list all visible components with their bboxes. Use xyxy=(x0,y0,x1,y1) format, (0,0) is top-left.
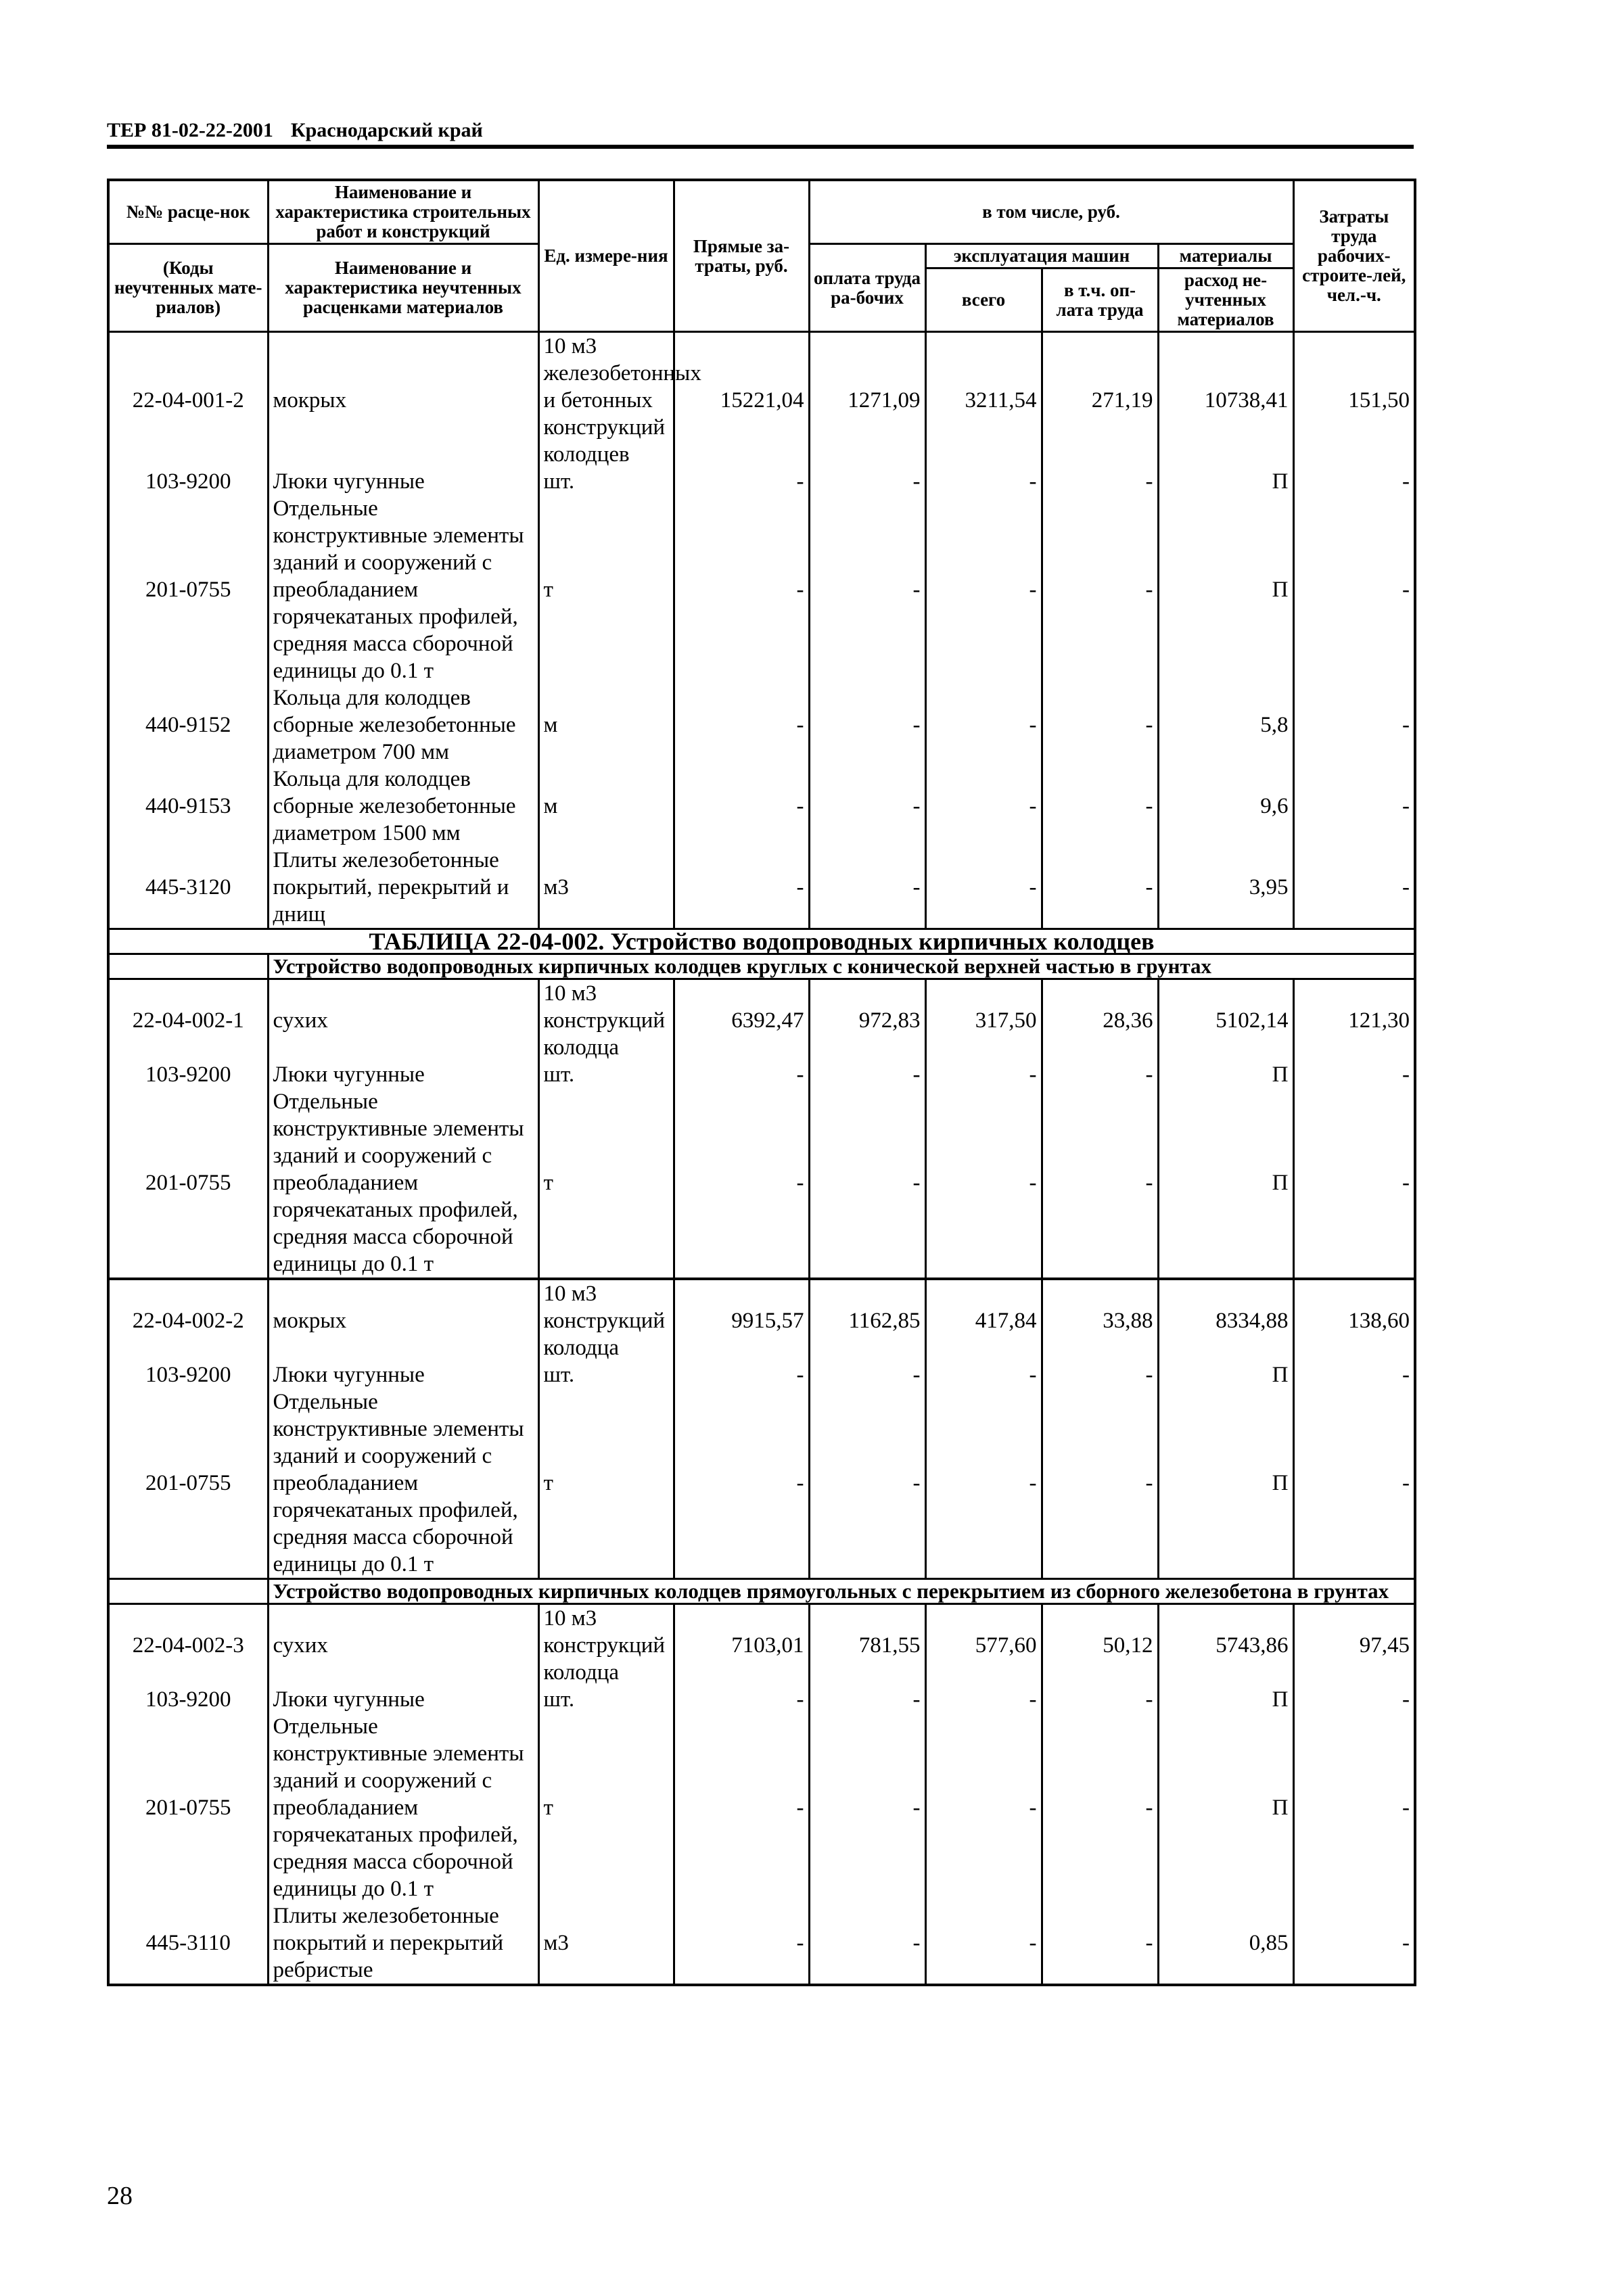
table-2-heading: ТАБЛИЦА 22-04-002. Устройство водопроводных кирпичных колодцев xyxy=(108,929,1415,954)
col-materials-header: расход не-учтенных материалов xyxy=(1158,268,1293,332)
rate-code: 445-3110 xyxy=(108,1902,268,1985)
unit-of-measure: 10 м3 конструкций колодца xyxy=(538,979,674,1062)
item-name: Люки чугунные xyxy=(268,1686,538,1713)
direct-cost: 6392,47 xyxy=(674,979,809,1062)
labor-hours: - xyxy=(1293,1061,1415,1088)
direct-cost: - xyxy=(674,1902,809,1985)
machine-labor-cost: 50,12 xyxy=(1042,1604,1158,1687)
rate-code: 201-0755 xyxy=(108,1388,268,1579)
rate-code: 103-9200 xyxy=(108,1061,268,1088)
materials-cost: 5,8 xyxy=(1158,684,1293,766)
col-name-header: Наименование и характеристика строительных работ и конструкций xyxy=(268,180,538,244)
table-row xyxy=(108,1388,1415,1579)
labor-cost: - xyxy=(809,1388,925,1579)
region-name: Краснодарский край xyxy=(290,119,483,141)
page-header xyxy=(107,119,501,142)
unit-of-measure: т xyxy=(538,1713,674,1902)
machine-labor-cost: - xyxy=(1042,847,1158,929)
col-direct-header: Прямые за-траты, руб. xyxy=(674,180,809,332)
item-name: Отдельные конструктивные элементы зданий и сооружений с преобладанием горячекатаных профилей, средняя масса сборочной единицы до 0.1 т xyxy=(268,1388,538,1579)
direct-cost: - xyxy=(674,495,809,684)
item-name: Плиты железобетонные покрытий, перекрытий и днищ xyxy=(268,847,538,929)
machine-labor-cost: - xyxy=(1042,1361,1158,1388)
machine-cost: 317,50 xyxy=(925,979,1042,1062)
direct-cost: 9915,57 xyxy=(674,1279,809,1361)
machine-cost: - xyxy=(925,766,1042,847)
machine-labor-cost: 28,36 xyxy=(1042,979,1158,1062)
rate-code: 103-9200 xyxy=(108,1686,268,1713)
unit-of-measure: шт. xyxy=(538,1061,674,1088)
unit-of-measure: шт. xyxy=(538,468,674,495)
header-rule xyxy=(107,145,1414,149)
unit-of-measure: шт. xyxy=(538,1686,674,1713)
item-name: Плиты железобетонные покрытий и перекрытий ребристые xyxy=(268,1902,538,1985)
item-name: Кольца для колодцев сборные железобетонные диаметром 1500 мм xyxy=(268,766,538,847)
unit-of-measure: м xyxy=(538,766,674,847)
direct-cost: - xyxy=(674,847,809,929)
machine-labor-cost: - xyxy=(1042,1902,1158,1985)
subsection-2 xyxy=(108,1579,1415,1604)
unit-of-measure: 10 м3 железобетонных и бетонных конструкций колодцев xyxy=(538,332,674,469)
labor-hours: 97,45 xyxy=(1293,1604,1415,1687)
labor-cost: 972,83 xyxy=(809,979,925,1062)
machine-cost: - xyxy=(925,684,1042,766)
unit-of-measure: т xyxy=(538,1388,674,1579)
materials-cost: 9,6 xyxy=(1158,766,1293,847)
rate-code: 201-0755 xyxy=(108,1088,268,1279)
labor-hours: - xyxy=(1293,1713,1415,1902)
materials-cost: 0,85 xyxy=(1158,1902,1293,1985)
subsection-2-heading: Устройство водопроводных кирпичных колодцев прямоугольных с перекрытием из сборного железобетона в грунтах xyxy=(268,1579,1415,1604)
item-name: Отдельные конструктивные элементы зданий и сооружений с преобладанием горячекатаных профилей, средняя масса сборочной единицы до 0.1 т xyxy=(268,1088,538,1279)
labor-cost: - xyxy=(809,1061,925,1088)
col-mach-total-header: всего xyxy=(925,268,1042,332)
labor-cost: - xyxy=(809,847,925,929)
rate-code: 22-04-002-1 xyxy=(108,979,268,1062)
machine-labor-cost: - xyxy=(1042,495,1158,684)
labor-hours: - xyxy=(1293,495,1415,684)
machine-labor-cost: - xyxy=(1042,766,1158,847)
machine-labor-cost: - xyxy=(1042,468,1158,495)
unit-of-measure: т xyxy=(538,495,674,684)
table-header xyxy=(108,180,1415,332)
labor-cost: - xyxy=(809,1088,925,1279)
materials-cost: 10738,41 xyxy=(1158,332,1293,469)
table-row xyxy=(108,766,1415,847)
labor-cost: 781,55 xyxy=(809,1604,925,1687)
item-name: Люки чугунные xyxy=(268,1361,538,1388)
table-row xyxy=(108,684,1415,766)
labor-cost: - xyxy=(809,1686,925,1713)
item-name: мокрых xyxy=(268,1279,538,1361)
item-name: Отдельные конструктивные элементы зданий и сооружений с преобладанием горячекатаных профилей, средняя масса сборочной единицы до 0.1 т xyxy=(268,1713,538,1902)
item-name: Отдельные конструктивные элементы зданий и сооружений с преобладанием горячекатаных профилей, средняя масса сборочной единицы до 0.1 т xyxy=(268,495,538,684)
machine-cost: 417,84 xyxy=(925,1279,1042,1361)
rate-code: 201-0755 xyxy=(108,1713,268,1902)
direct-cost: 15221,04 xyxy=(674,332,809,469)
table-row xyxy=(108,1279,1415,1361)
unit-of-measure: т xyxy=(538,1088,674,1279)
materials-cost: П xyxy=(1158,1088,1293,1279)
rate-code: 22-04-002-2 xyxy=(108,1279,268,1361)
col-name-subheader: Наименование и характеристика неучтенных расценками материалов xyxy=(268,244,538,332)
machine-labor-cost: - xyxy=(1042,1088,1158,1279)
labor-cost: - xyxy=(809,1902,925,1985)
table-body-3 xyxy=(108,1604,1415,1986)
machine-labor-cost: - xyxy=(1042,1061,1158,1088)
rate-code: 201-0755 xyxy=(108,495,268,684)
direct-cost: - xyxy=(674,1361,809,1388)
unit-of-measure: 10 м3 конструкций колодца xyxy=(538,1604,674,1687)
materials-cost: 5102,14 xyxy=(1158,979,1293,1062)
table-row xyxy=(108,495,1415,684)
machine-cost: - xyxy=(925,1713,1042,1902)
labor-cost: 1162,85 xyxy=(809,1279,925,1361)
rate-code: 103-9200 xyxy=(108,1361,268,1388)
rate-code: 445-3120 xyxy=(108,847,268,929)
materials-cost: П xyxy=(1158,1713,1293,1902)
rate-code: 22-04-002-3 xyxy=(108,1604,268,1687)
machine-labor-cost: 33,88 xyxy=(1042,1279,1158,1361)
labor-hours: 151,50 xyxy=(1293,332,1415,469)
labor-hours: 121,30 xyxy=(1293,979,1415,1062)
materials-cost: 8334,88 xyxy=(1158,1279,1293,1361)
labor-cost: - xyxy=(809,495,925,684)
table-row xyxy=(108,1061,1415,1088)
labor-cost: - xyxy=(809,468,925,495)
rate-code: 440-9153 xyxy=(108,766,268,847)
machine-cost: - xyxy=(925,847,1042,929)
machine-cost: 577,60 xyxy=(925,1604,1042,1687)
labor-hours: - xyxy=(1293,1902,1415,1985)
unit-of-measure: м3 xyxy=(538,1902,674,1985)
direct-cost: 7103,01 xyxy=(674,1604,809,1687)
labor-cost: 1271,09 xyxy=(809,332,925,469)
direct-cost: - xyxy=(674,468,809,495)
direct-cost: - xyxy=(674,1686,809,1713)
unit-of-measure: м3 xyxy=(538,847,674,929)
labor-hours: - xyxy=(1293,766,1415,847)
materials-cost: П xyxy=(1158,468,1293,495)
labor-hours: - xyxy=(1293,1686,1415,1713)
labor-hours: - xyxy=(1293,1361,1415,1388)
materials-cost: 3,95 xyxy=(1158,847,1293,929)
machine-cost: - xyxy=(925,1088,1042,1279)
materials-cost: П xyxy=(1158,1061,1293,1088)
materials-header: материалы xyxy=(1158,244,1293,268)
table-row xyxy=(108,1713,1415,1902)
labor-hours: - xyxy=(1293,684,1415,766)
labor-cost: - xyxy=(809,1361,925,1388)
labor-hours: - xyxy=(1293,1088,1415,1279)
subsection-1-heading: Устройство водопроводных кирпичных колодцев круглых с конической верхней частью в грунтах xyxy=(268,954,1415,979)
machine-cost: - xyxy=(925,495,1042,684)
materials-cost: 5743,86 xyxy=(1158,1604,1293,1687)
table-body-2 xyxy=(108,979,1415,1579)
materials-cost: П xyxy=(1158,1388,1293,1579)
labor-hours: 138,60 xyxy=(1293,1279,1415,1361)
item-name: Люки чугунные xyxy=(268,1061,538,1088)
rates-table xyxy=(107,179,1416,1986)
machine-cost: - xyxy=(925,468,1042,495)
col-mach-labor-header: в т.ч. оп-лата труда xyxy=(1042,268,1158,332)
labor-hours: - xyxy=(1293,1388,1415,1579)
item-name: сухих xyxy=(268,979,538,1062)
item-name: Кольца для колодцев сборные железобетонные диаметром 700 мм xyxy=(268,684,538,766)
rate-code: 440-9152 xyxy=(108,684,268,766)
table-row xyxy=(108,1686,1415,1713)
labor-cost: - xyxy=(809,766,925,847)
direct-cost: - xyxy=(674,766,809,847)
machine-cost: - xyxy=(925,1388,1042,1579)
machine-labor-cost: - xyxy=(1042,1686,1158,1713)
col-code-header: №№ расце-нок xyxy=(108,180,268,244)
labor-cost: - xyxy=(809,1713,925,1902)
col-hours-header: Затраты труда рабочих-строите-лей, чел.-ч. xyxy=(1293,180,1415,332)
table-row xyxy=(108,847,1415,929)
labor-hours: - xyxy=(1293,468,1415,495)
group-header: в том числе, руб. xyxy=(809,180,1293,244)
item-name: Люки чугунные xyxy=(268,468,538,495)
materials-cost: П xyxy=(1158,1686,1293,1713)
machine-labor-cost: - xyxy=(1042,1388,1158,1579)
machine-cost: - xyxy=(925,1061,1042,1088)
machine-labor-cost: - xyxy=(1042,1713,1158,1902)
materials-cost: П xyxy=(1158,1361,1293,1388)
direct-cost: - xyxy=(674,1088,809,1279)
labor-cost: - xyxy=(809,684,925,766)
rate-code: 103-9200 xyxy=(108,468,268,495)
table-row xyxy=(108,1604,1415,1687)
col-unit-header: Ед. измере-ния xyxy=(538,180,674,332)
machine-cost: - xyxy=(925,1361,1042,1388)
machine-cost: - xyxy=(925,1686,1042,1713)
table-row xyxy=(108,332,1415,469)
machine-cost: - xyxy=(925,1902,1042,1985)
table-row xyxy=(108,468,1415,495)
machine-labor-cost: 271,19 xyxy=(1042,332,1158,469)
unit-of-measure: 10 м3 конструкций колодца xyxy=(538,1279,674,1361)
table-body-1 xyxy=(108,332,1415,929)
item-name: сухих xyxy=(268,1604,538,1687)
table-row xyxy=(108,1088,1415,1279)
table-row xyxy=(108,1902,1415,1985)
direct-cost: - xyxy=(674,1061,809,1088)
item-name: мокрых xyxy=(268,332,538,469)
direct-cost: - xyxy=(674,1388,809,1579)
document-code: ТЕР 81-02-22-2001 xyxy=(107,119,273,141)
materials-cost: П xyxy=(1158,495,1293,684)
unit-of-measure: шт. xyxy=(538,1361,674,1388)
col-labor-header: оплата труда ра-бочих xyxy=(809,244,925,332)
machine-labor-cost: - xyxy=(1042,684,1158,766)
page-number: 28 xyxy=(107,2182,133,2210)
unit-of-measure: м xyxy=(538,684,674,766)
machines-header: эксплуатация машин xyxy=(925,244,1158,268)
table-row xyxy=(108,1361,1415,1388)
table-row xyxy=(108,979,1415,1062)
table-2-title xyxy=(108,929,1415,979)
rate-code: 22-04-001-2 xyxy=(108,332,268,469)
machine-cost: 3211,54 xyxy=(925,332,1042,469)
direct-cost: - xyxy=(674,684,809,766)
labor-hours: - xyxy=(1293,847,1415,929)
col-code-subheader: (Коды неучтенных мате-риалов) xyxy=(108,244,268,332)
direct-cost: - xyxy=(674,1713,809,1902)
